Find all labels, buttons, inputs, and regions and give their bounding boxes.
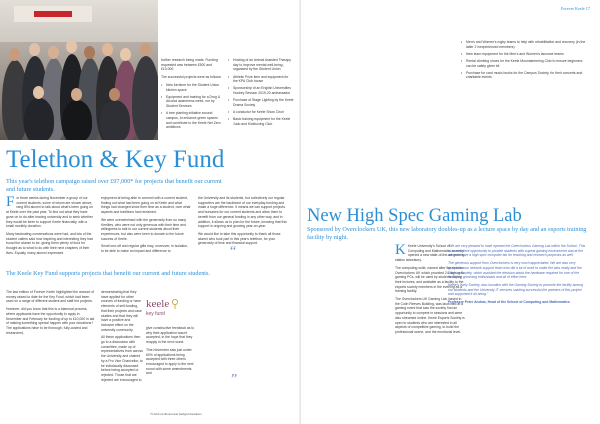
person-head (33, 86, 44, 99)
keyfund-heading: The Keele Key Fund supports projects that benefit our current and future students. (6, 270, 210, 277)
keyfund-col-1 (6, 290, 96, 338)
list-item: • Sponsorship of an English Universities Hockey Session 2019-20 ambassador (228, 86, 294, 95)
person (100, 100, 130, 140)
telethon-col-3 (198, 196, 290, 249)
quote-open-mark: “ (230, 244, 237, 259)
keyfund-continuation-column (161, 58, 223, 132)
list-item: • A tree planting initiative around campus, to enhance green spaces and contribute to the Keele Net Zero ambitions (161, 111, 223, 130)
continuation-text: further research being made. Funding requested was between £500 and £10,000. (161, 58, 218, 72)
gaming-paragraph: The Overclockers UK Gaming Lab, based in the Colin Reeves Building, was launched at a gaming event that saw the society find an opportunity to compete in sessions and were also streamed online. Keele Esports Society is open to students who are interested in all aspects of competitive gaming, to build the professional scene, and the emotional level. (395, 297, 465, 334)
list-item: • New team equipment for the Men's and Women's lacrosse teams (461, 52, 587, 57)
person (24, 98, 54, 140)
person-head (120, 48, 131, 61)
list-item: • Hosting of an Animal Assisted Therapy day to improve mental well-being, organised by the Student Union (228, 58, 294, 72)
list-item: • Equipment and training for a Drug & Alcohol awareness week, run by Student Services (161, 95, 223, 109)
keyfund-paragraph: All these applications then go to a discussion with committee, made up of representatives from across the University and chaired by a Pro Vice Chancellor, to be individually discussed before being accepted or rejected. Those that are rejected are encouraged to (101, 335, 143, 382)
footnote: *in both confirmed and pledged donations (150, 412, 202, 416)
list-item: • New furniture for the Student Union kitchen space (161, 83, 223, 92)
telethon-title: Telethon & Key Fund (6, 146, 225, 173)
telethon-paragraph: enjoyment at being able to connect with a current student, finding out what had been going on at Keele and what things had changed since their time as a student, over what aspects and traditions had remained. (101, 196, 191, 215)
telethon-col-2 (101, 196, 191, 257)
telethon-paragraph: We were overwhelmed with the generosity from so many Keelites, who were not only generous with their time and willingness to talk to our current students about their experiences, but also were keen to donate to the future success of Keele. (101, 217, 187, 241)
telethon-col-1 (6, 196, 94, 258)
gaming-lab-subtitle: Sponsored by Overclockers UK, this new laboratory doubles-up as a lecture space by day and an esports training facility by night. (307, 226, 587, 241)
telethon-subtitle: This year's telethon campaign raised over £97,000* for projects that benefit our current and future students. (6, 178, 222, 193)
telethon-team-photo (0, 0, 158, 140)
quote-paragraph: Keele's lively Society, also lucrative with the Gaming Society to promote the facility among our students and the University IT services saluting successful the partners of this project and supported it all along." (448, 282, 583, 297)
keyfund-paragraph: demonstrating that they have applied for other sources of funding or have elements of self-funding, that their projects and case studies and that they will have a positive and inclusive effect on the university community. (101, 290, 142, 332)
gaming-lab-title: New High Spec Gaming Lab (307, 206, 522, 226)
projects-list-2 (228, 58, 294, 126)
quote-paragraph: The generous support from Overclockers is very much appreciated. We are also very grateful to our network support team who did a lot of work to make the labs ready and the Gaming Society, which assisted the decision about the hardware required for one of the facility by grooming enthusiasts and all of effort here. (448, 261, 582, 280)
person (132, 56, 158, 140)
keyfund-paragraph: This November saw just under 60% of applications being accepted with three others encouraged to apply to the next round with some amendments and (146, 347, 194, 376)
quote-attribution: Professor Peter Andras, Head of the School of Computing and Mathematics (448, 300, 570, 305)
drop-cap: K (395, 242, 406, 258)
telethon-paragraph: or three weeks during November a group of our current students, some of whom are shown above, rang 894 alumni to talk about what's been going on at Keele over the past year. To find out what they have gone on to do after leaving university and to seek whether they would be keen to support Keele financially, with a small monthly donation. (6, 196, 93, 229)
person (62, 100, 92, 140)
person-head (9, 48, 20, 61)
list-item: • Purchase for card music books for the Campus Society, for their concerts and charitable events (461, 71, 587, 80)
list-item: • Men's and Women's rugby teams to help with rehabilitation and recovery (in the latter 2 inexperienced members) (461, 40, 587, 49)
list-item: • Purchase of Stage Lighting by the Keele Drama Society (228, 98, 294, 107)
gaming-paragraph: Keele University's School of Computing and Mathematics recently opened a new state-of-the-art gaming station laboratory. (395, 244, 465, 263)
keyfund-col-3 (146, 326, 198, 379)
list-item: • Athletic Prize item and equipment for the KPA Club house (228, 75, 294, 84)
keyfund-paragraph: The last edition of Forever Keele highlighted the amount of money raised to date for the Key Fund, which had been used on a range of different student and staff-led projects. (6, 290, 95, 304)
logo-word: keele (146, 298, 170, 310)
person-head (48, 46, 59, 59)
keyfund-paragraph: However, did you know that this is a biannual process, where applicants have the opportunity to apply in November and February for funding of up to £10,000 in aid of making something special happen with your donations? The applications have to be thorough, fully-costed and researched, (6, 307, 95, 335)
drop-cap: F (6, 194, 15, 210)
right-page (300, 0, 600, 424)
telethon-paragraph: Many fascinating conversations were had, and lots of the student callers said how inspiring and interesting they had found the alumni to be, giving them plenty of food for thought as to what to do with their next chapters of their lives. Equally, many alumni expressed (6, 231, 93, 255)
person-head (102, 43, 113, 56)
person-head (71, 88, 82, 101)
logo-subtext: key fund (146, 311, 165, 317)
list-item: • Basic training equipment for the Keele Judo and Kickboxing Club (228, 117, 294, 126)
gaming-paragraph: The computing suite, named after the sponsor Overclockers UK which provided 24 high-spec gaming PCs, will be used by students during their lectures, and available as a facility to the esports society members in the evening as a training facility. (395, 265, 465, 294)
keyfund-col-2 (101, 290, 143, 385)
projects-intro: The successful projects were as follows: (161, 75, 222, 80)
person-head (66, 40, 77, 53)
telethon-paragraph: Small one-off and regular gifts may, moreover, in isolation, to be able to make an impact and difference to (101, 244, 189, 254)
list-item: • A conductor for Keele Show Choir (228, 110, 294, 115)
person-head (109, 88, 120, 101)
telethon-paragraph: the University and its students, but collectively our regular supporters are the backbone of our everyday funding and make a huge difference. It means we can support projects and bursaries for our current students and allow them to benefit from our general funding in any other way, and in addition, it allows us to plan for the future, knowing that this support is ongoing and growing year-on-year. (198, 196, 287, 229)
projects-column-3 (461, 40, 587, 82)
projects-column-2 (228, 58, 294, 129)
person-head (29, 43, 40, 56)
photo-sign (14, 6, 92, 22)
gaming-lab-quote (448, 244, 586, 308)
person-head (140, 43, 151, 56)
projects-list-3 (461, 40, 587, 80)
quote-close-mark: ” (231, 372, 238, 387)
person-head (84, 46, 95, 59)
running-header: Forever Keele 17 (560, 6, 590, 11)
key-icon (146, 296, 180, 320)
list-item: • Rental climbing shoes for the Keele Mountaineering Club to ensure beginners can be safely given kit (461, 59, 587, 68)
quote-paragraph: "We are very pleased to have opened the Overclockers Gaming Lab within the School. This is an excellent opportunity to provide students with a great gaming environment and at the same to have a high spec computer lab for teaching and research purposes as well. (448, 244, 586, 258)
keyfund-paragraph: give constructive feedback as to why their application wasn't accepted, in the hope that they reapply in the next round. (146, 326, 195, 345)
keele-key-fund-logo (146, 296, 180, 320)
projects-list-1 (161, 83, 223, 130)
telethon-paragraph: We would like to take this opportunity to thank all those alumni who took part in this year's telethon, for your generosity of time and financial support. (198, 231, 281, 246)
